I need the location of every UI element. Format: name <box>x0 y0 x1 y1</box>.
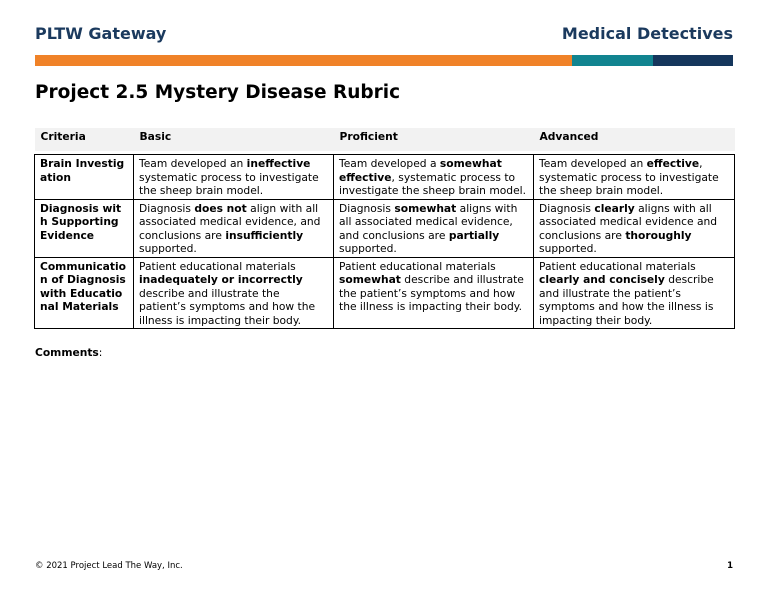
rubric-table <box>34 128 735 329</box>
header-color-bar <box>35 55 733 66</box>
header-proficient: Proficient <box>334 128 534 151</box>
cell-text: describe and illustrate the patient’s symptoms and how the illness is impacting their body. <box>139 286 316 327</box>
table-row <box>35 155 735 200</box>
page-number: 1 <box>727 561 733 571</box>
cell-text: Diagnosis <box>139 201 195 215</box>
cell-text: Diagnosis <box>339 201 395 215</box>
cell-text: Patient educational materials <box>339 259 496 273</box>
header-left-title: PLTW Gateway <box>35 24 167 43</box>
emphasis-text: clearly and concisely <box>539 273 665 286</box>
header-criteria: Criteria <box>35 128 134 151</box>
cell-text: , systematic process to investigate the sheep brain model. <box>539 157 719 197</box>
table-header-row <box>35 128 735 151</box>
cell-text: Team developed an <box>139 157 247 170</box>
cell-text: systematic process to investigate the sheep brain model. <box>139 170 319 197</box>
comments-label-colon: : <box>98 346 103 359</box>
emphasis-text: inadequately or incorrectly <box>139 273 303 286</box>
basic-cell <box>134 199 334 257</box>
table-row <box>35 199 735 257</box>
emphasis-text: ineffective <box>246 157 311 170</box>
proficient-cell <box>334 155 534 200</box>
footer-copyright: © 2021 Project Lead The Way, Inc. <box>35 561 183 571</box>
cell-text: align with all associated medical evidence, and conclusions are <box>139 201 321 242</box>
emphasis-text: thoroughly <box>625 228 692 242</box>
cell-text: describe and illustrate the patient’s symptoms and how the illness is impacting their body. <box>539 273 714 327</box>
cell-text: supported. <box>539 242 597 255</box>
cell-text: supported. <box>339 242 397 255</box>
emphasis-text: partially <box>448 228 500 242</box>
comments-label-text: Comments <box>35 346 99 359</box>
advanced-cell <box>534 199 735 257</box>
cell-text: aligns with all associated medical evidence and conclusions are <box>539 201 718 242</box>
emphasis-text: somewhat <box>394 201 457 215</box>
emphasis-text: clearly <box>594 201 635 215</box>
emphasis-text: effective <box>646 157 700 170</box>
cell-text: Patient educational materials <box>139 259 296 273</box>
basic-cell <box>134 155 334 200</box>
bar-orange-segment <box>35 55 572 66</box>
cell-text: , systematic process to investigate the sheep brain model. <box>339 170 527 197</box>
emphasis-text: somewhat <box>339 273 401 286</box>
proficient-cell <box>334 257 534 329</box>
cell-text: aligns with all associated medical evidence, and conclusions are <box>339 201 518 242</box>
cell-text: Diagnosis <box>539 201 595 215</box>
cell-text: describe and illustrate the patient’s symptoms and how the illness is impacting their body. <box>339 273 524 313</box>
cell-text: Patient educational materials <box>539 259 696 273</box>
table-row <box>35 257 735 329</box>
header-right-title: Medical Detectives <box>561 24 733 43</box>
cell-text: Team developed a <box>339 157 440 170</box>
header-advanced: Advanced <box>534 128 735 151</box>
bar-teal-segment <box>572 55 653 66</box>
basic-cell <box>134 257 334 329</box>
advanced-cell <box>534 257 735 329</box>
emphasis-text: does not <box>194 201 247 215</box>
criteria-cell: Communication of Diagnosis with Educational Materials <box>35 257 134 329</box>
emphasis-text: insufficiently <box>225 228 304 242</box>
header-basic: Basic <box>134 128 334 151</box>
emphasis-text: somewhat effective <box>339 157 502 184</box>
page-title: Project 2.5 Mystery Disease Rubric <box>35 82 401 103</box>
advanced-cell <box>534 155 735 200</box>
bar-navy-segment <box>653 55 733 66</box>
criteria-cell: Diagnosis with Supporting Evidence <box>35 199 134 257</box>
proficient-cell <box>334 199 534 257</box>
comments-label <box>35 346 102 359</box>
cell-text: supported. <box>139 242 197 255</box>
cell-text: Team developed an <box>539 157 647 170</box>
criteria-cell: Brain Investigation <box>35 155 134 200</box>
